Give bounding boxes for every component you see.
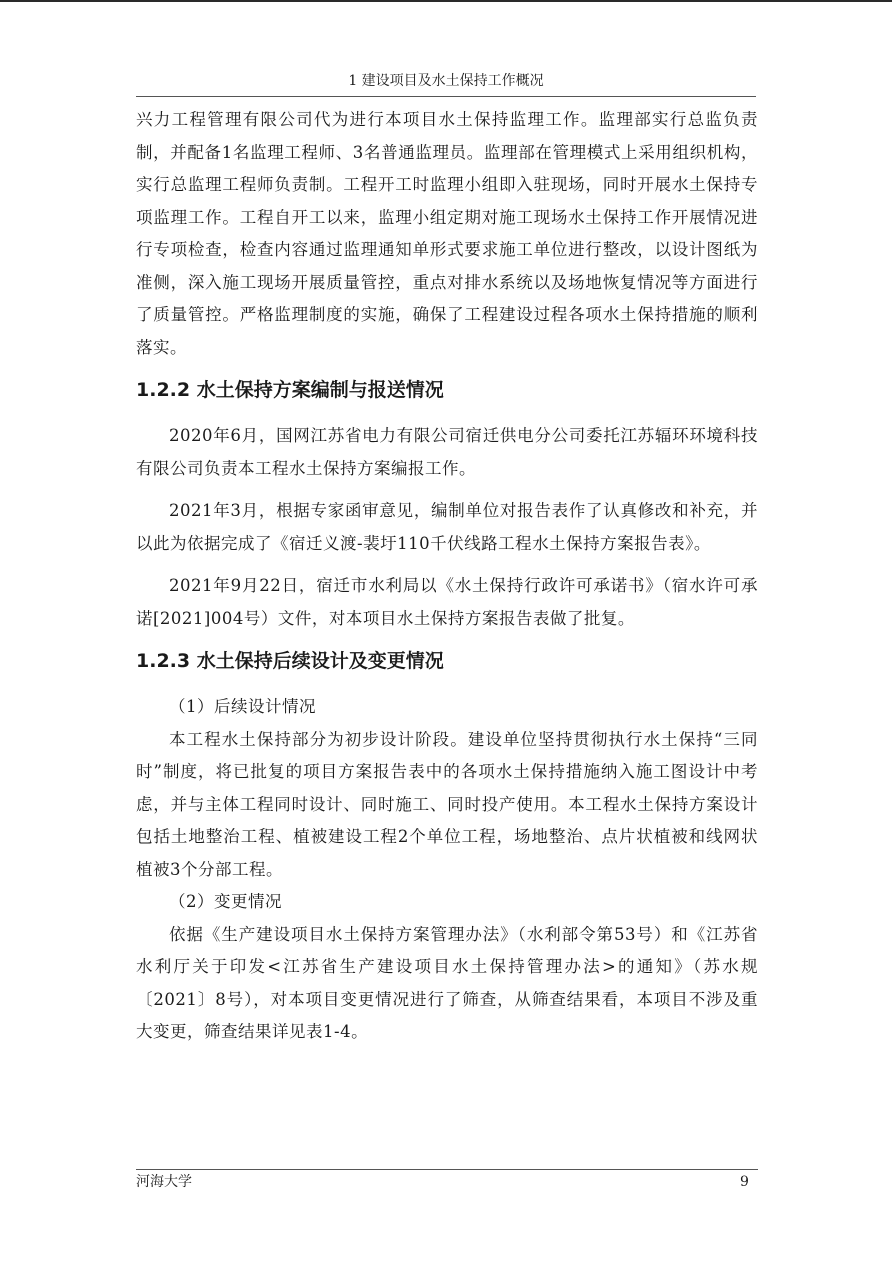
footer-rule [136, 1169, 758, 1170]
page-number: 9 [740, 1174, 749, 1190]
top-border [0, 0, 892, 2]
section-heading-1-2-2: 1.2.2 水土保持方案编制与报送情况 [136, 379, 444, 401]
subsection-title-design: （1）后续设计情况 [169, 697, 316, 716]
paragraph-design: 本工程水土保持部分为初步设计阶段。建设单位坚持贯彻执行水土保持“三同时”制度，将已批复的项目方案报告表中的各项水土保持措施纳入施工图设计中考虑，并与主体工程同时设计、同时施工、同时投产使用。本工程水土保持方案设计包括土地整治工程、植被建设工程2个单位工程，场地整治、点片状植被和线网状植被3个分部工程。 [136, 729, 758, 879]
running-header: 1 建设项目及水土保持工作概况 [136, 70, 756, 97]
paragraph-2021-september: 2021年9月22日，宿迁市水利局以《水土保持行政许可承诺书》（宿水许可承诺[2021]004号）文件，对本项目水土保持方案报告表做了批复。 [136, 576, 758, 628]
footer-institution: 河海大学 [136, 1174, 192, 1190]
intro-paragraph: 兴力工程管理有限公司代为进行本项目水土保持监理工作。监理部实行总监负责制，并配备1名监理工程师、3名普通监理员。监理部在管理模式上采用组织机构，实行总监理工程师负责制。工程开工时监理小组即入驻现场，同时开展水土保持专项监理工作。工程自开工以来，监理小组定期对施工现场水土保持工作开展情况进行专项检查，检查内容通过监理通知单形式要求施工单位进行整改，以设计图纸为准侧，深入施工现场开展质量管控，重点对排水系统以及场地恢复情况等方面进行了质量管控。严格监理制度的实施，确保了工程建设过程各项水土保持措施的顺利落实。 [136, 110, 758, 357]
subsection-title-change: （2）变更情况 [169, 892, 282, 911]
section-heading-1-2-3: 1.2.3 水土保持后续设计及变更情况 [136, 650, 444, 672]
page-body [136, 104, 758, 1049]
paragraph-2020: 2020年6月，国网江苏省电力有限公司宿迁供电分公司委托江苏辐环环境科技有限公司负责本工程水土保持方案编报工作。 [136, 426, 758, 478]
paragraph-change: 依据《生产建设项目水土保持方案管理办法》（水利部令第53号）和《江苏省水利厅关于印发<江苏省生产建设项目水土保持管理办法>的通知》（苏水规〔2021〕8号），对本项目变更情况进行了筛查，从筛查结果看，本项目不涉及重大变更，筛查结果详见表1-4。 [136, 924, 758, 1041]
paragraph-2021-march: 2021年3月，根据专家函审意见，编制单位对报告表作了认真修改和补充，并以此为依据完成了《宿迁义渡-裴圩110千伏线路工程水土保持方案报告表》。 [136, 501, 758, 553]
